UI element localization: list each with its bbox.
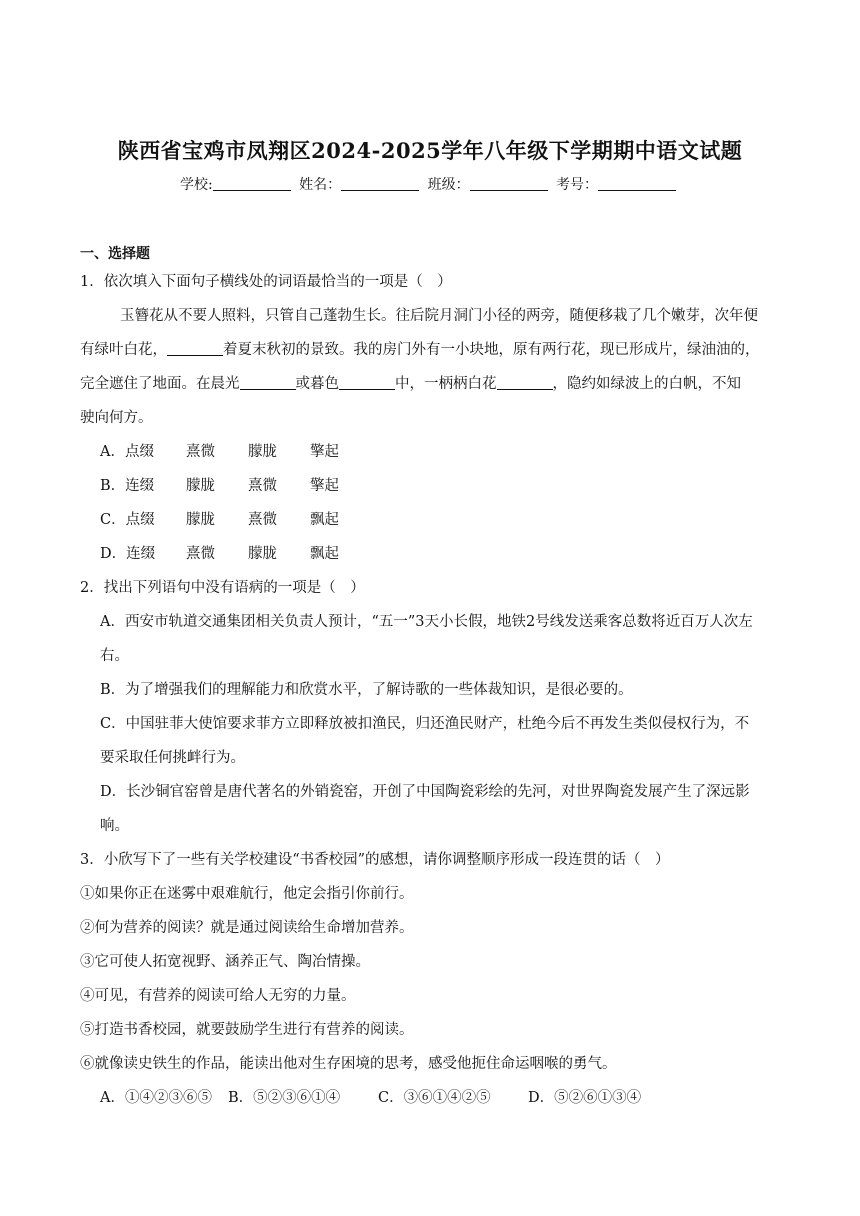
class-label: 班级： <box>427 177 470 193</box>
answer-blank-2 <box>240 388 296 390</box>
option-word: 熹微 <box>186 444 215 460</box>
question-1-stem: 1．依次填入下面句子横线处的词语最恰当的一项是（ ） <box>80 274 452 290</box>
q1-option-d[interactable] <box>100 542 339 563</box>
name-label: 姓名： <box>299 177 342 193</box>
answer-blank-4 <box>497 388 553 390</box>
section-heading: 一、选择题 <box>80 246 150 262</box>
option-word: A．点缀 <box>100 444 154 460</box>
name-blank <box>341 189 419 191</box>
q1-passage-line-3 <box>80 372 741 393</box>
q2-option-a-cont: 右。 <box>100 648 129 664</box>
q3-sentence-2: ②何为营养的阅读？就是通过阅读给生命增加营养。 <box>80 920 414 936</box>
option-word: 熹微 <box>186 546 215 562</box>
answer-blank-3 <box>339 388 395 390</box>
q2-option-c[interactable]: C．中国驻菲大使馆要求菲方立即释放被扣渔民，归还渔民财产，杜绝今后不再发生类似侵权行为，不 <box>100 716 750 732</box>
q3-option-d[interactable]: D．⑤②⑥①③④ <box>528 1090 642 1106</box>
q1-option-c[interactable] <box>100 508 339 529</box>
option-word: C．点缀 <box>100 512 155 528</box>
q3-sentence-5: ⑤打造书香校园，就要鼓励学生进行有营养的阅读。 <box>80 1022 414 1038</box>
q3-sentence-3: ③它可使人拓宽视野、涵养正气、陶冶情操。 <box>80 954 370 970</box>
student-info-line <box>0 174 860 194</box>
q3-sentence-4: ④可见，有营养的阅读可给人无穷的力量。 <box>80 988 356 1004</box>
q1-option-b[interactable] <box>100 474 339 495</box>
answer-blank-1 <box>167 354 223 356</box>
q2-option-d[interactable]: D．长沙铜官窑曾是唐代著名的外销瓷窑，开创了中国陶瓷彩绘的先河，对世界陶瓷发展产生了深远影 <box>100 784 750 800</box>
page-title: 陕西省宝鸡市凤翔区2024-2025学年八年级下学期期中语文试题 <box>117 138 743 163</box>
option-word: 朦胧 <box>248 546 277 562</box>
q2-option-d-cont: 响。 <box>100 818 129 834</box>
school-blank <box>213 189 291 191</box>
option-word: 朦胧 <box>248 444 277 460</box>
q1-option-a[interactable] <box>100 440 339 461</box>
passage-text: 完全遮住了地面。在晨光 <box>80 376 240 392</box>
question-3-stem: 3．小欣写下了一些有关学校建设“书香校园”的感想，请你调整顺序形成一段连贯的话（ ） <box>80 852 670 868</box>
q2-option-b[interactable]: B．为了增强我们的理解能力和欣赏水平，了解诗歌的一些体裁知识，是很必要的。 <box>100 682 633 698</box>
passage-text: 着夏末秋初的景致。我的房门外有一小块地，原有两行花，现已形成片，绿油油的， <box>223 342 760 358</box>
passage-text: 中，一柄柄白花 <box>395 376 497 392</box>
q3-sentence-1: ①如果你正在迷雾中艰难航行，他定会指引你前行。 <box>80 886 414 902</box>
option-word: 熹微 <box>248 512 277 528</box>
q3-option-c[interactable]: C．③⑥①④②⑤ <box>378 1090 491 1106</box>
q1-passage-line-4: 驶向何方。 <box>80 410 153 426</box>
option-word: 擎起 <box>310 478 339 494</box>
q1-passage-line-1: 玉簪花从不要人照料，只管自己蓬勃生长。往后院月洞门小径的两旁，随便移栽了几个嫩芽，次年便 <box>120 308 758 324</box>
option-word: 朦胧 <box>186 478 215 494</box>
passage-text: 有绿叶白花， <box>80 342 167 358</box>
option-word: B．连缀 <box>100 478 155 494</box>
q1-passage-line-2 <box>80 338 760 359</box>
question-2-stem: 2．找出下列语句中没有语病的一项是（ ） <box>80 580 365 596</box>
exam-number-blank <box>598 189 676 191</box>
exam-number-label: 考号： <box>556 177 599 193</box>
q3-sentence-6: ⑥就像读史铁生的作品，能读出他对生存困境的思考，感受他扼住命运咽喉的勇气。 <box>80 1056 617 1072</box>
option-word: 朦胧 <box>186 512 215 528</box>
option-word: 擎起 <box>310 444 339 460</box>
option-word: 熹微 <box>248 478 277 494</box>
option-word: 飘起 <box>310 546 339 562</box>
passage-text: 或暮色 <box>295 376 339 392</box>
q3-option-a[interactable]: A．①④②③⑥⑤ <box>100 1090 212 1106</box>
q3-options <box>100 1086 641 1107</box>
option-word: 飘起 <box>310 512 339 528</box>
q3-option-b[interactable]: B．⑤②③⑥①④ <box>228 1090 341 1106</box>
class-blank <box>470 189 548 191</box>
school-label: 学校: <box>179 177 213 193</box>
passage-text: ，隐约如绿波上的白帆，不知 <box>552 376 741 392</box>
q2-option-a[interactable]: A．西安市轨道交通集团相关负责人预计，“五一”3天小长假，地铁2号线发送乘客总数将近百万人次左 <box>100 614 753 630</box>
q2-option-c-cont: 要采取任何挑衅行为。 <box>100 750 245 766</box>
option-word: D．连缀 <box>100 546 156 562</box>
